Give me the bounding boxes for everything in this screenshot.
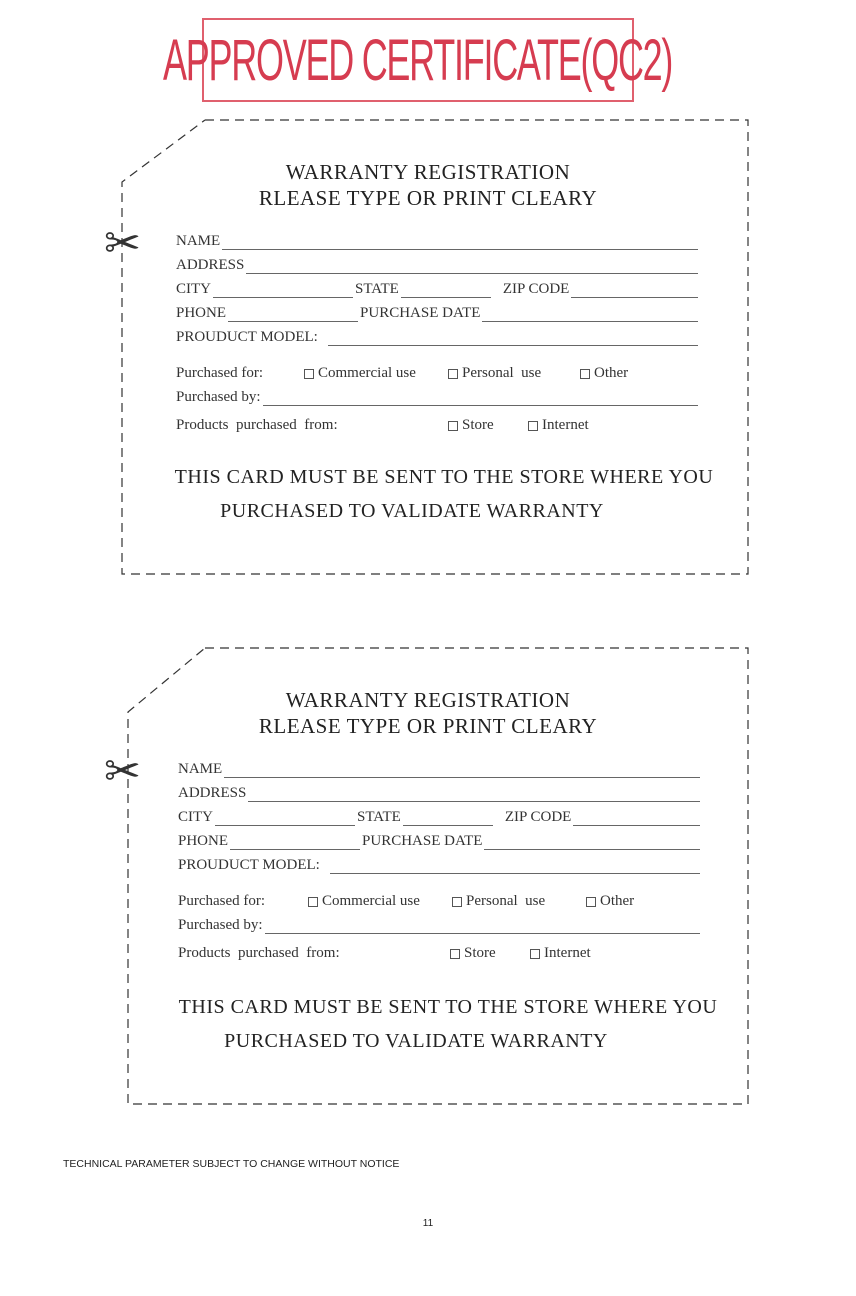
product-model-label: PROUDUCT MODEL: <box>176 329 318 345</box>
personal-use-option[interactable]: Personal use <box>452 893 586 910</box>
scissors-icon: ✂ <box>104 747 141 796</box>
technical-parameter-notice: TECHNICAL PARAMETER SUBJECT TO CHANGE WITHOUT NOTICE <box>63 1158 400 1170</box>
zip-code-label: ZIP CODE <box>502 281 570 297</box>
products-purchased-from-label: Products purchased from: <box>178 945 340 961</box>
page-number: 11 <box>422 1218 434 1229</box>
checkbox-icon[interactable] <box>308 897 318 907</box>
other-option[interactable]: Other <box>586 893 634 910</box>
address-row <box>176 252 700 274</box>
warranty-card-2 <box>0 638 856 1118</box>
checkbox-icon[interactable] <box>448 369 458 379</box>
product-model-label: PROUDUCT MODEL: <box>178 857 320 873</box>
product-model-field[interactable] <box>328 331 698 346</box>
address-field[interactable] <box>248 787 700 802</box>
address-field[interactable] <box>246 259 698 274</box>
model-row <box>176 324 700 346</box>
name-label: NAME <box>176 233 221 249</box>
checkbox-icon[interactable] <box>530 949 540 959</box>
purchase-date-label: PURCHASE DATE <box>362 833 483 849</box>
state-label: STATE <box>355 281 399 297</box>
purchase-date-field[interactable] <box>482 307 698 322</box>
card-title: WARRANTY REGISTRATION <box>285 688 571 712</box>
name-row <box>176 228 700 250</box>
zip-code-field[interactable] <box>571 283 698 298</box>
card-title: WARRANTY REGISTRATION <box>285 160 571 184</box>
city-label: CITY <box>176 281 211 297</box>
purchase-date-field[interactable] <box>484 835 700 850</box>
address-label: ADDRESS <box>176 257 245 273</box>
phone-row <box>178 828 702 850</box>
address-label: ADDRESS <box>178 785 247 801</box>
city-row <box>178 804 702 826</box>
city-label: CITY <box>178 809 213 825</box>
checkbox-icon[interactable] <box>580 369 590 379</box>
checkbox-icon[interactable] <box>450 949 460 959</box>
purchased-for-label: Purchased for: <box>176 365 264 381</box>
city-field[interactable] <box>213 283 353 298</box>
state-field[interactable] <box>401 283 491 298</box>
notice-line-1: THIS CARD MUST BE SENT TO THE STORE WHERE YOU <box>174 466 714 488</box>
products-purchased-from-label: Products purchased from: <box>176 417 338 433</box>
phone-label: PHONE <box>178 833 229 849</box>
notice-line-2: PURCHASED TO VALIDATE WARRANTY <box>220 500 604 522</box>
purchased-by-row <box>178 912 702 934</box>
approved-certificate-stamp <box>163 18 673 102</box>
city-row <box>176 276 700 298</box>
phone-field[interactable] <box>228 307 358 322</box>
purchase-date-label: PURCHASE DATE <box>360 305 481 321</box>
purchased-for-row <box>178 888 702 910</box>
checkbox-icon[interactable] <box>448 421 458 431</box>
phone-label: PHONE <box>176 305 227 321</box>
product-model-field[interactable] <box>330 859 700 874</box>
scissors-icon: ✂ <box>104 219 141 268</box>
other-option[interactable]: Other <box>580 365 628 382</box>
products-from-row <box>178 940 702 962</box>
model-row <box>178 852 702 874</box>
stamp-text: APPROVED CERTIFICATE(QC2) <box>163 27 673 93</box>
warranty-card-1 <box>0 110 856 590</box>
purchased-by-field[interactable] <box>263 391 698 406</box>
purchased-by-label: Purchased by: <box>178 917 263 933</box>
zip-code-field[interactable] <box>573 811 700 826</box>
commercial-use-option[interactable]: Commercial use <box>308 893 452 910</box>
checkbox-icon[interactable] <box>586 897 596 907</box>
commercial-use-option[interactable]: Commercial use <box>304 365 448 382</box>
internet-option[interactable]: Internet <box>530 945 591 962</box>
purchased-for-label: Purchased for: <box>178 893 266 909</box>
store-option[interactable]: Store <box>448 417 528 434</box>
checkbox-icon[interactable] <box>528 421 538 431</box>
purchased-by-row <box>176 384 700 406</box>
zip-code-label: ZIP CODE <box>504 809 572 825</box>
state-label: STATE <box>357 809 401 825</box>
name-row <box>178 756 702 778</box>
purchased-by-label: Purchased by: <box>176 389 261 405</box>
internet-option[interactable]: Internet <box>528 417 589 434</box>
city-field[interactable] <box>215 811 355 826</box>
name-label: NAME <box>178 761 223 777</box>
checkbox-icon[interactable] <box>452 897 462 907</box>
notice-line-2: PURCHASED TO VALIDATE WARRANTY <box>224 1030 608 1052</box>
products-from-row <box>176 412 700 434</box>
purchased-by-field[interactable] <box>265 919 700 934</box>
personal-use-option[interactable]: Personal use <box>448 365 580 382</box>
state-field[interactable] <box>403 811 493 826</box>
card-subtitle: RLEASE TYPE OR PRINT CLEARY <box>258 186 598 210</box>
name-field[interactable] <box>224 763 700 778</box>
store-option[interactable]: Store <box>450 945 530 962</box>
phone-field[interactable] <box>230 835 360 850</box>
notice-line-1: THIS CARD MUST BE SENT TO THE STORE WHERE YOU <box>178 996 718 1018</box>
checkbox-icon[interactable] <box>304 369 314 379</box>
purchased-for-row <box>176 360 700 382</box>
card-subtitle: RLEASE TYPE OR PRINT CLEARY <box>258 714 598 738</box>
name-field[interactable] <box>222 235 698 250</box>
address-row <box>178 780 702 802</box>
phone-row <box>176 300 700 322</box>
